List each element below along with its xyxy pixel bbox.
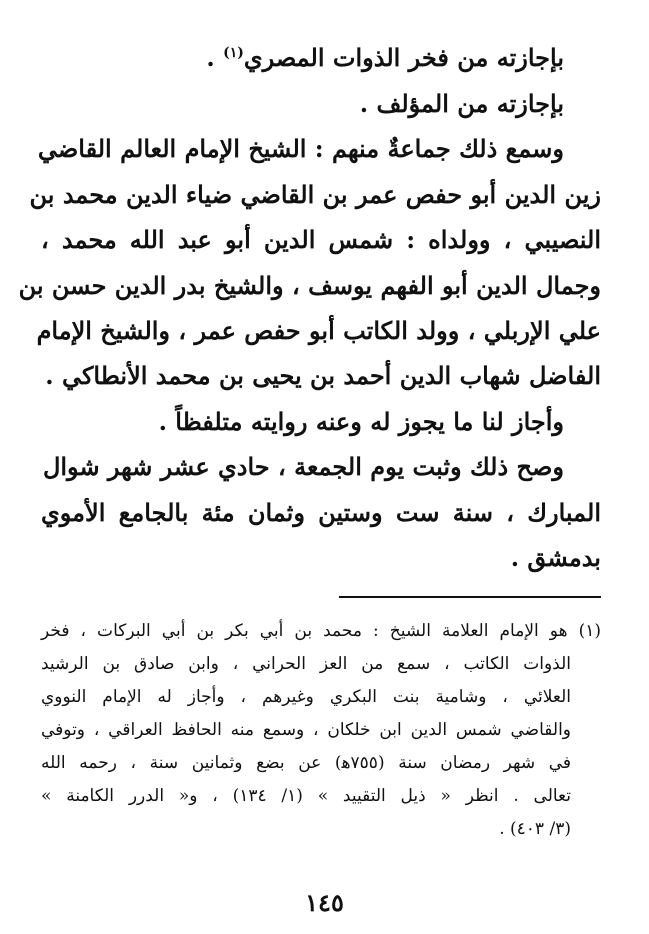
body-line-1-tail: .	[206, 43, 224, 72]
footnote-line-7: (٣/ ٤٠٣) .	[499, 819, 571, 839]
body-line-11: المبارك ، سنة ست وستين وثمان مئة بالجامع الأموي	[41, 498, 601, 527]
body-line-10: وصح ذلك وثبت يوم الجمعة ، حادي عشر شهر شوال	[42, 452, 564, 481]
body-line-1	[40, 40, 564, 76]
page-number: ١٤٥	[305, 888, 344, 917]
footnote-divider	[339, 596, 601, 598]
footnote-line-3: العلائي ، وشامية بنت البكري وغيرهم ، وأجاز له الإمام النووي	[41, 687, 571, 707]
body-line-3: وسمع ذلك جماعةٌ منهم : الشيخ الإمام العالم القاضي	[37, 134, 564, 163]
body-line-4: زين الدين أبو حفص عمر بن القاضي ضياء الدين محمد بن	[29, 180, 601, 209]
body-line-2: بإجازته من المؤلف .	[359, 89, 564, 118]
footnote-line-2: الذوات الكاتب ، سمع من العز الحراني ، وابن صادق بن الرشيد	[41, 654, 571, 674]
footnote-line-4: والقاضي شمس الدين ابن خلكان ، وسمع منه الحافظ العراقي ، وتوفي	[41, 720, 571, 740]
body-line-1-text: بإجازته من فخر الذوات المصري	[243, 43, 564, 72]
footnote-line-5: في شهر رمضان سنة (٧٥٥ﻫ) عن بضع وثمانين سنة ، رحمه الله	[41, 753, 572, 773]
body-line-9: وأجاز لنا ما يجوز له وعنه روايته متلفظاً .	[158, 407, 564, 436]
body-line-8: الفاضل شهاب الدين أحمد بن يحيى بن محمد الأنطاكي .	[45, 361, 601, 390]
body-line-7: علي الإربلي ، وولد الكاتب أبو حفص عمر ، والشيخ الإمام	[36, 316, 601, 345]
footnote-line-6: تعالى . انظر « ذيل التقييد » (١/ ١٣٤) ، و« الدرر الكامنة »	[41, 786, 571, 806]
body-line-5: النصيبي ، وولداه : شمس الدين أبو عبد الله محمد ،	[41, 225, 601, 254]
footnote-marker[interactable]: (١)	[223, 45, 244, 61]
body-line-6: وجمال الدين أبو الفهم يوسف ، والشيخ بدر الدين حسن بن	[18, 271, 601, 300]
footnote-line-1: (١) هو الإمام العلامة الشيخ : محمد بن أبي بكر بن أبي البركات ، فخر	[41, 621, 601, 641]
body-line-12: بدمشق .	[510, 543, 601, 572]
